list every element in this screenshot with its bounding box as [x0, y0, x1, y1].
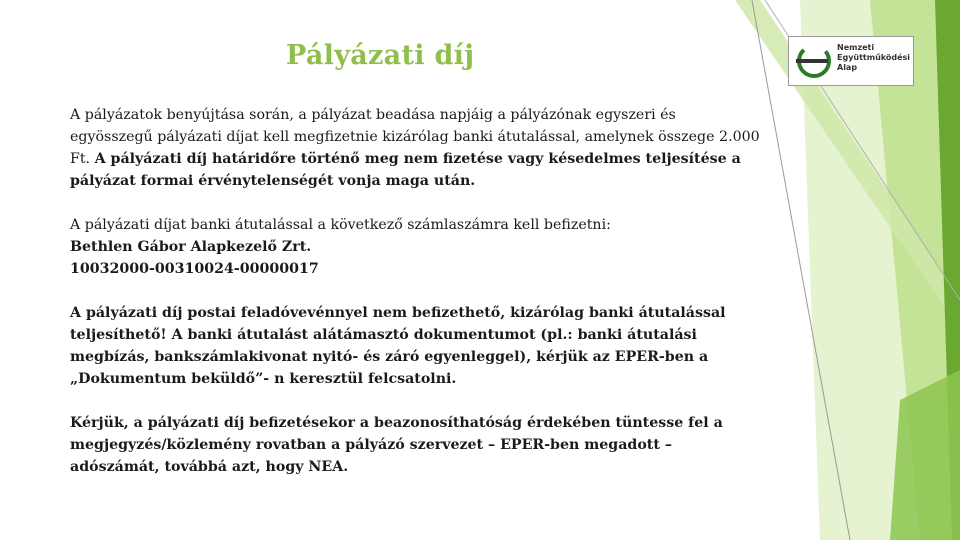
fee-info-text: A pályázatok benyújtása során, a pályázat beadása napjáig a pályázónak egyszeri és egyösszegű pályázati díjat kell megfizetnie kizárólag banki átutalással, amelynek összege 2.000 Ft.	[70, 107, 760, 167]
bank-account-holder: Bethlen Gábor Alapkezelő Zrt.	[70, 239, 312, 255]
slide-body	[70, 104, 760, 478]
bank-account-number: 10032000-00310024-00000017	[70, 261, 319, 277]
logo-text	[837, 43, 913, 73]
paragraph-bank-account	[70, 214, 760, 280]
logo-line-3: Alap	[837, 63, 858, 72]
nea-logo	[788, 36, 914, 86]
paragraph-fee-info	[70, 104, 760, 192]
logo-line-2: Együttműködési	[837, 53, 911, 62]
fee-info-warning: A pályázati díj határidőre történő meg nem fizetése vagy késedelmes teljesítése a pályázat formai érvénytelenségét vonja maga után.	[70, 151, 741, 189]
slide-title: Pályázati díj	[286, 40, 475, 71]
logo-line-1: Nemzeti	[837, 43, 875, 52]
paragraph-reference-note: Kérjük, a pályázati díj befizetésekor a beazonosíthatóság érdekében tüntesse fel a megjegyzés/közlemény rovatban a pályázó szervezet – EPER-ben megadott – adószámát, továbbá azt, hogy NEA.	[70, 415, 723, 475]
bank-account-intro: A pályázati díjat banki átutalással a következő számlaszámra kell befizetni:	[70, 217, 611, 233]
paragraph-transfer-proof: A pályázati díj postai feladóvevénnyel nem befizethető, kizárólag banki átutalással teljesíthető! A banki átutalást alátámasztó dokumentumot (pl.: banki átutalási megbízás, bankszámlakivonat nyitó- és záró egyenleggel), kérjük az EPER-ben a „Dokumentum beküldő”- n keresztül felcsatolni.	[70, 305, 726, 387]
logo-mark-icon	[794, 41, 834, 81]
